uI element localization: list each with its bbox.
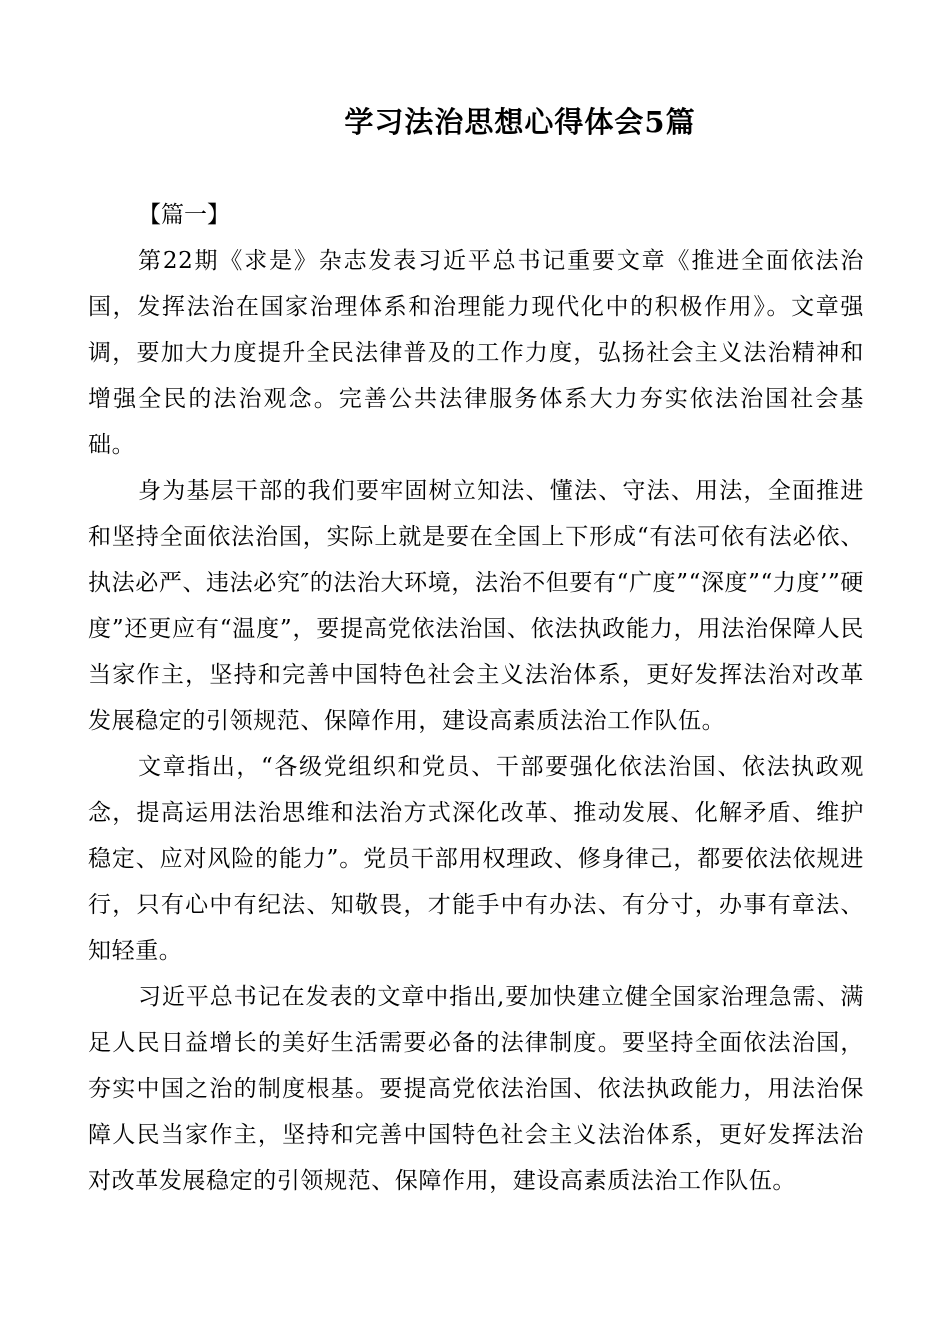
paragraph-1: 第22期《求是》杂志发表习近平总书记重要文章《推进全面依法治国，发挥法治在国家治理体系和治理能力现代化中的积极作用》。文章强调，要加大力度提升全民法律普及的工作力度，弘扬社会主义法治精神和增强全民的法治观念。完善公共法律服务体系大力夯实依法治国社会基础。 — [88, 248, 864, 458]
paragraph-3: 文章指出，“各级党组织和党员、干部要强化依法治国、依法执政观念，提高运用法治思维和法治方式深化改革、推动发展、化解矛盾、维护稳定、应对风险的能力”。党员干部用权理政、修身律己，都要依法依规进行，只有心中有纪法、知敬畏，才能手中有办法、有分寸，办事有章法、知轻重。 — [88, 754, 864, 964]
document-body — [88, 192, 864, 1204]
paragraph-4: 习近平总书记在发表的文章中指出,要加快建立健全国家治理急需、满足人民日益增长的美好生活需要必备的法律制度。要坚持全面依法治国，夯实中国之治的制度根基。要提高党依法治国、依法执政能力，用法治保障人民当家作主，坚持和完善中国特色社会主义法治体系，更好发挥法治对改革发展稳定的引领规范、保障作用，建设高素质法治工作队伍。 — [88, 984, 864, 1194]
paragraph-2: 身为基层干部的我们要牢固树立知法、懂法、守法、用法，全面推进和坚持全面依法治国，实际上就是要在全国上下形成“有法可依有法必依、执法必严、违法必究″的法治大环境，法治不但要有“广度”“深度”“力度’”硬度”还更应有“温度”，要提高党依法治国、依法执政能力，用法治保障人民当家作主，坚持和完善中国特色社会主义法治体系，更好发挥法治对改革发展稳定的引领规范、保障作用，建设高素质法治工作队伍。 — [88, 478, 864, 734]
document-title: 学习法治思想心得体会5篇 — [344, 105, 696, 139]
section-label: 【篇一】 — [138, 202, 230, 228]
